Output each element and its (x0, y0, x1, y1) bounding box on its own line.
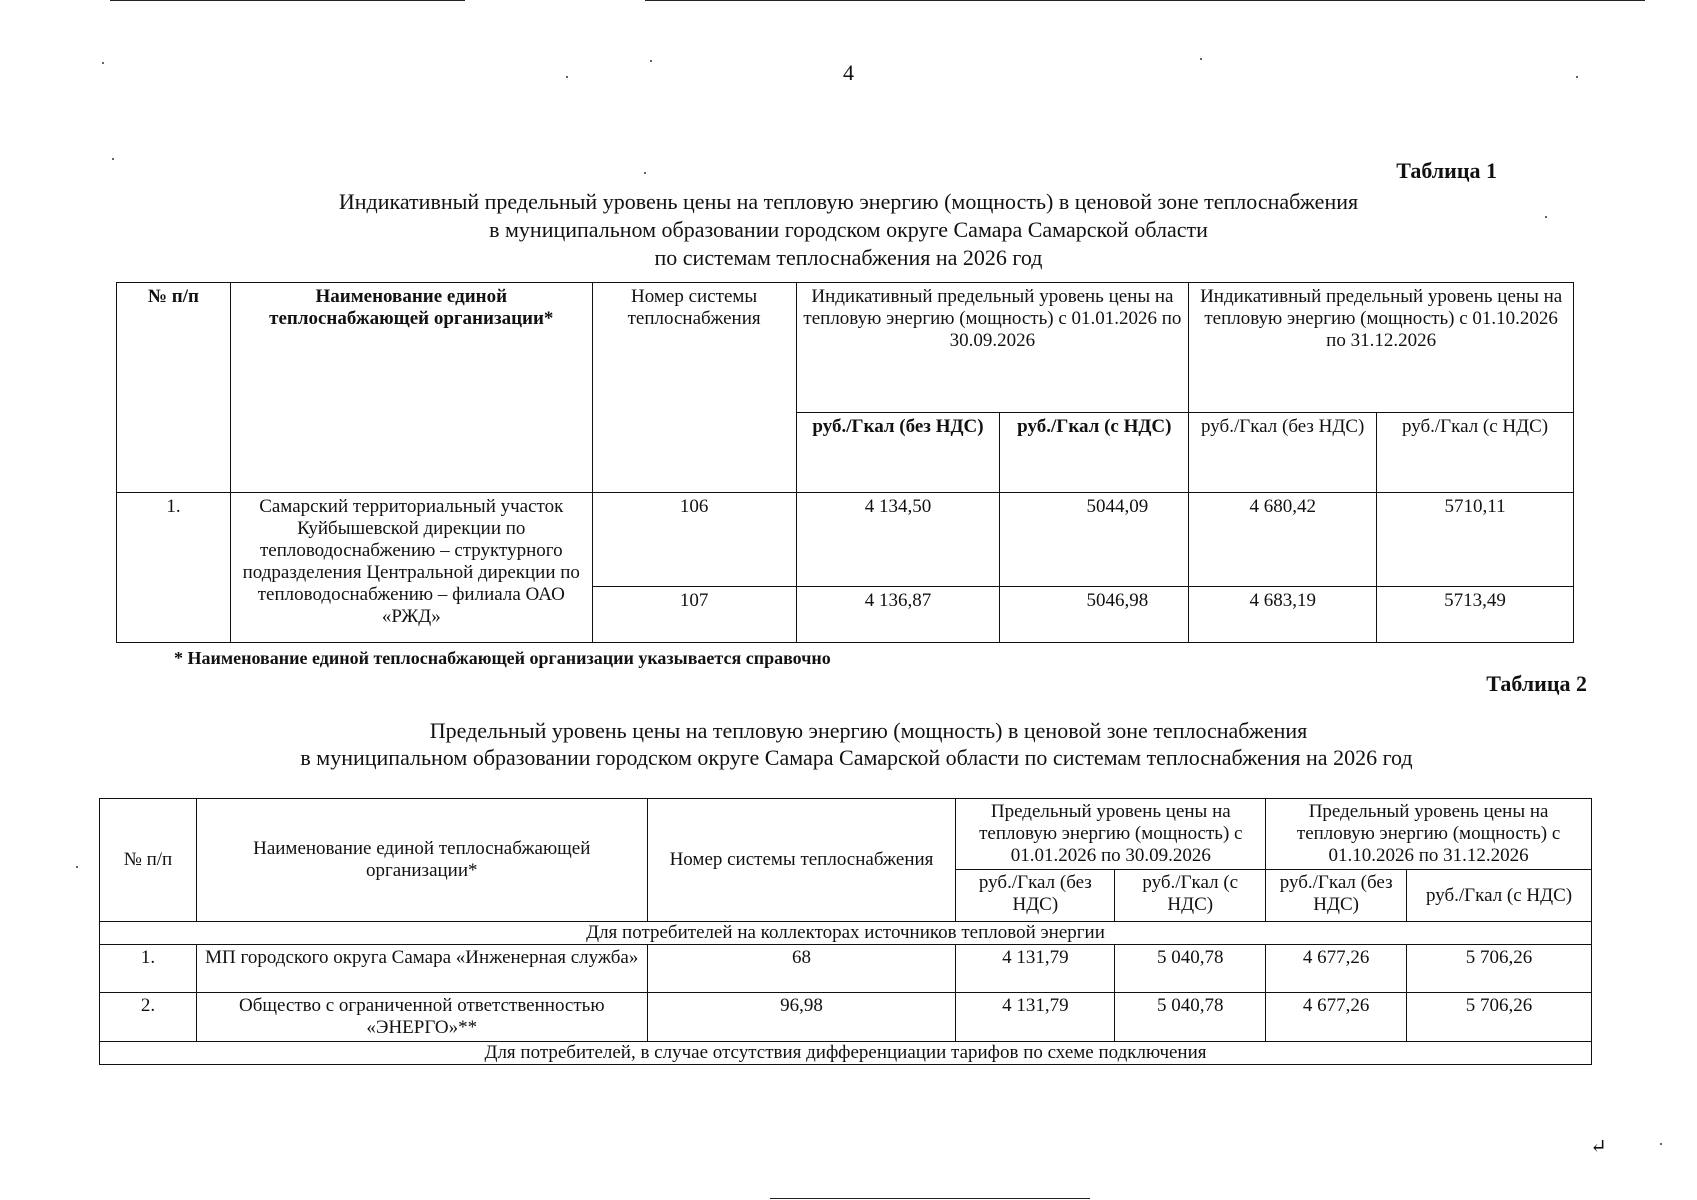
table2-row-num: 2. (100, 993, 197, 1042)
scan-edge-line (110, 0, 465, 1)
table2-header-org: Наименование единой теплоснабжающей организации* (196, 799, 647, 922)
scan-edge-line (770, 1198, 1090, 1199)
table1-row-p2-no-vat: 4 683,19 (1189, 587, 1377, 643)
table2-row-num: 1. (100, 945, 197, 993)
table2-header-period2: Предельный уровень цены на тепловую энергию (мощность) с 01.10.2026 по 31.12.2026 (1266, 799, 1592, 870)
scan-mark: ↵ (1590, 1136, 1607, 1158)
table1-row-num: 1. (117, 493, 231, 643)
table1-title-line: Индикативный предельный уровень цены на тепловую энергию (мощность) в ценовой зоне теплоснабжения (338, 189, 1359, 214)
table1 (116, 282, 1574, 643)
table2-header-p1-no-vat: руб./Гкал (без НДС) (956, 870, 1115, 922)
table1-row-p2-vat: 5710,11 (1377, 493, 1574, 587)
table1-row-p1-no-vat: 4 136,87 (796, 587, 1000, 643)
scan-speck (112, 158, 114, 160)
table1-row-p1-vat: 5046,98 (1000, 587, 1189, 643)
table2-title-line: в муниципальном образовании городском округе Самара Самарской области по системам теплоснабжения на 2026 год (300, 745, 1413, 770)
table1-caption: Таблица 1 (1396, 158, 1497, 183)
table2-row-p2-no-vat: 4 677,26 (1266, 993, 1407, 1042)
table2-section-heading: Для потребителей на коллекторах источников тепловой энергии (100, 922, 1592, 945)
table1-row-p1-no-vat: 4 134,50 (796, 493, 1000, 587)
table2-row-system: 96,98 (647, 993, 956, 1042)
table2-header-p2-no-vat: руб./Гкал (без НДС) (1266, 870, 1407, 922)
scan-edge-line (645, 0, 1645, 1)
table2-title-line: Предельный уровень цены на тепловую энергию (мощность) в ценовой зоне теплоснабжения (429, 718, 1308, 743)
table1-row-system: 107 (592, 587, 796, 643)
table2-row-p2-no-vat: 4 677,26 (1266, 945, 1407, 993)
table2-row-p1-vat: 5 040,78 (1115, 945, 1266, 993)
table2-row-p1-no-vat: 4 131,79 (956, 945, 1115, 993)
table1-footnote: * Наименование единой теплоснабжающей организации указывается справочно (174, 648, 831, 668)
table1-title-line: в муниципальном образовании городском округе Самара Самарской области (489, 217, 1208, 242)
table2 (99, 798, 1592, 1065)
scan-speck (76, 866, 78, 868)
table2-header-p1-vat: руб./Гкал (с НДС) (1115, 870, 1266, 922)
table2-section-heading: Для потребителей, в случае отсутствия дифференциации тарифов по схеме подключения (100, 1042, 1592, 1065)
table2-row-system: 68 (647, 945, 956, 993)
page-number: 4 (843, 60, 854, 85)
table2-header-period1: Предельный уровень цены на тепловую энергию (мощность) с 01.01.2026 по 30.09.2026 (956, 799, 1266, 870)
table2-row-p1-no-vat: 4 131,79 (956, 993, 1115, 1042)
scan-speck (644, 172, 646, 174)
table1-header-period2: Индикативный предельный уровень цены на тепловую энергию (мощность) с 01.10.2026 по 31.12.2026 (1189, 283, 1574, 413)
table1-header-org: Наименование единой теплоснабжающей организации* (230, 283, 592, 493)
table2-row-p1-vat: 5 040,78 (1115, 993, 1266, 1042)
table-row (117, 493, 1574, 587)
table2-header-num: № п/п (100, 799, 197, 922)
scan-speck (1660, 1143, 1662, 1145)
table1-row-org: Самарский территориальный участок Куйбышевской дирекции по тепловодоснабжению – структурного подразделения Центральной дирекции по тепловодоснабжению – филиала ОАО «РЖД» (230, 493, 592, 643)
table1-header-period1: Индикативный предельный уровень цены на тепловую энергию (мощность) с 01.01.2026 по 30.09.2026 (796, 283, 1189, 413)
table1-header-p2-no-vat: руб./Гкал (без НДС) (1189, 413, 1377, 493)
table1-header-p1-no-vat: руб./Гкал (без НДС) (796, 413, 1000, 493)
table1-row-p1-vat: 5044,09 (1000, 493, 1189, 587)
table1-header-num: № п/п (117, 283, 231, 493)
table1-header-system: Номер системы теплоснабжения (592, 283, 796, 493)
table2-header-p2-vat: руб./Гкал (с НДС) (1407, 870, 1592, 922)
table2-caption: Таблица 2 (1486, 671, 1587, 696)
table1-row-p2-vat: 5713,49 (1377, 587, 1574, 643)
table-row (100, 945, 1592, 993)
table1-header-p2-vat: руб./Гкал (с НДС) (1377, 413, 1574, 493)
table2-header-system: Номер системы теплоснабжения (647, 799, 956, 922)
table2-row-org: МП городского округа Самара «Инженерная служба» (196, 945, 647, 993)
table1-row-system: 106 (592, 493, 796, 587)
table2-row-p2-vat: 5 706,26 (1407, 945, 1592, 993)
table1-title-line: по системам теплоснабжения на 2026 год (654, 245, 1043, 270)
table1-header-p1-vat: руб./Гкал (с НДС) (1000, 413, 1189, 493)
table-row (100, 993, 1592, 1042)
table2-row-p2-vat: 5 706,26 (1407, 993, 1592, 1042)
table2-row-org: Общество с ограниченной ответственностью «ЭНЕРГО»** (196, 993, 647, 1042)
table1-row-p2-no-vat: 4 680,42 (1189, 493, 1377, 587)
